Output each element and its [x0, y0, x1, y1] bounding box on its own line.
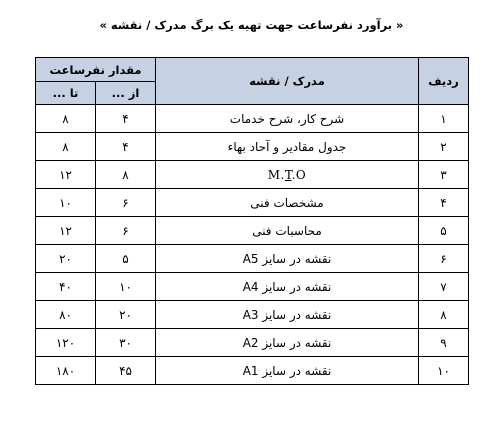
table-row — [36, 105, 469, 133]
from-cell: ۶ — [96, 217, 156, 245]
document-cell: نقشه در سایز A4 — [156, 273, 419, 301]
to-cell: ۱۸۰ — [36, 357, 96, 385]
man-hours-table — [35, 57, 469, 385]
table-row — [36, 301, 469, 329]
header-to: تا ... — [36, 82, 96, 105]
table-row — [36, 161, 469, 189]
row-number-cell: ۸ — [419, 301, 469, 329]
to-cell: ۸۰ — [36, 301, 96, 329]
from-cell: ۳۰ — [96, 329, 156, 357]
table-row — [36, 273, 469, 301]
document-cell: نقشه در سایز A1 — [156, 357, 419, 385]
to-cell: ۲۰ — [36, 245, 96, 273]
mto-underlined-letter: T — [284, 167, 292, 182]
row-number-cell: ۶ — [419, 245, 469, 273]
row-number-cell: ۹ — [419, 329, 469, 357]
from-cell: ۸ — [96, 161, 156, 189]
to-cell: ۱۲ — [36, 217, 96, 245]
from-cell: ۲۰ — [96, 301, 156, 329]
row-number-cell: ۱ — [419, 105, 469, 133]
to-cell: ۱۰ — [36, 189, 96, 217]
document-cell: جدول مقادیر و آحاد بهاء — [156, 133, 419, 161]
header-row-number: ردیف — [419, 58, 469, 105]
table-row — [36, 245, 469, 273]
document-cell: شرح کار، شرح خدمات — [156, 105, 419, 133]
to-cell: ۱۲ — [36, 161, 96, 189]
to-cell: ۱۲۰ — [36, 329, 96, 357]
to-cell: ۸ — [36, 105, 96, 133]
row-number-cell: ۱۰ — [419, 357, 469, 385]
from-cell: ۴ — [96, 133, 156, 161]
to-cell: ۸ — [36, 133, 96, 161]
header-from: از ... — [96, 82, 156, 105]
from-cell: ۵ — [96, 245, 156, 273]
table-row — [36, 133, 469, 161]
table-row — [36, 329, 469, 357]
table-row — [36, 357, 469, 385]
document-cell: نقشه در سایز A3 — [156, 301, 419, 329]
header-document: مدرک / نقشه — [156, 58, 419, 105]
from-cell: ۴۵ — [96, 357, 156, 385]
document-title: « برآورد نفرساعت جهت تهیه یک برگ مدرک / نقشه » — [99, 18, 404, 32]
to-cell: ۴۰ — [36, 273, 96, 301]
table-row — [36, 189, 469, 217]
row-number-cell: ۳ — [419, 161, 469, 189]
from-cell: ۱۰ — [96, 273, 156, 301]
row-number-cell: ۲ — [419, 133, 469, 161]
row-number-cell: ۴ — [419, 189, 469, 217]
document-cell: نقشه در سایز A2 — [156, 329, 419, 357]
row-number-cell: ۵ — [419, 217, 469, 245]
document-cell: نقشه در سایز A5 — [156, 245, 419, 273]
table-row — [36, 217, 469, 245]
from-cell: ۴ — [96, 105, 156, 133]
document-cell: مشخصات فنی — [156, 189, 419, 217]
from-cell: ۶ — [96, 189, 156, 217]
header-man-hours: مقدار نفرساعت — [36, 58, 156, 82]
mto-text: M.T.O — [267, 167, 307, 182]
document-cell — [156, 161, 419, 189]
row-number-cell: ۷ — [419, 273, 469, 301]
document-cell: محاسبات فنی — [156, 217, 419, 245]
